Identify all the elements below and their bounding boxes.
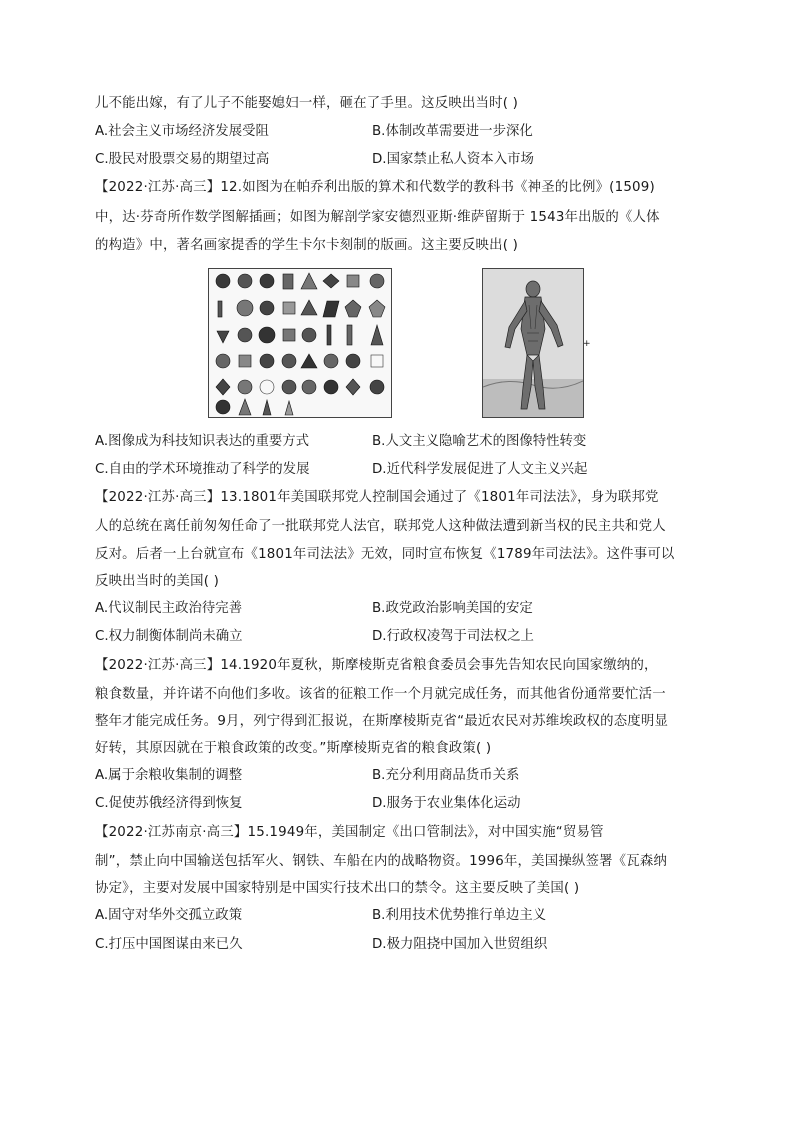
q11-option-b: B.体制改革需要进一步深化 — [372, 124, 533, 139]
q13-option-d: D.行政权凌驾于司法权之上 — [372, 629, 534, 644]
q12-option-d: D.近代科学发展促进了人文主义兴起 — [372, 462, 588, 477]
q15-line-2: 制”，禁止向中国输送包括军火、钢铁、车船在内的战略物资。1996年，美国操纵签署《瓦森纳 — [95, 854, 668, 869]
q14-line-1: 【2022·江苏·高三】14.1920年夏秋，斯摩棱斯克省粮食委员会事先告知农民向国家缴纳的， — [95, 658, 658, 673]
q15-option-b: B.利用技术优势推行单边主义 — [372, 908, 547, 923]
q15-option-a: A.固守对华外交孤立政策 — [95, 908, 243, 923]
q12-option-a: A.图像成为科技知识表达的重要方式 — [95, 434, 310, 449]
q14-line-4: 好转，其原因就在于粮食政策的改变。”斯摩棱斯克省的粮食政策( ) — [95, 741, 492, 756]
q12-option-b: B.人文主义隐喻艺术的图像特性转变 — [372, 434, 587, 449]
q11-tail: 儿不能出嫁，有了儿子不能娶媳妇一样，砸在了手里。这反映出当时( ) — [95, 96, 519, 111]
q13-option-a: A.代议制民主政治待完善 — [95, 601, 243, 616]
q15-option-d: D.极力阻挠中国加入世贸组织 — [372, 937, 548, 952]
q12-line-1: 【2022·江苏·高三】12.如图为在帕乔利出版的算术和代数学的教科书《神圣的比例》(1509) — [95, 180, 655, 195]
anatomy-illustration — [483, 269, 583, 417]
q14-line-3: 整年才能完成任务。9月，列宁得到汇报说，在斯摩棱斯克省“最近农民对苏维埃政权的态度明显 — [95, 714, 669, 729]
q13-line-2: 人的总统在离任前匆匆任命了一批联邦党人法官，联邦党人这种做法遭到新当权的民主共和党人 — [95, 519, 666, 534]
q13-line-4: 反映出当时的美国( ) — [95, 574, 220, 589]
q13-option-c: C.权力制衡体制尚未确立 — [95, 629, 243, 644]
q12-line-2: 中，达·芬奇所作数学图解插画；如图为解剖学家安德烈亚斯·维萨留斯于 1543年出版的《人体 — [95, 210, 660, 225]
q11-option-c: C.股民对股票交易的期望过高 — [95, 152, 270, 167]
q14-option-d: D.服务于农业集体化运动 — [372, 796, 521, 811]
q13-line-3: 反对。后者一上台就宣布《1801年司法法》无效，同时宣布恢复《1789年司法法》。这件事可以 — [95, 547, 675, 562]
q12-option-c: C.自由的学术环境推动了科学的发展 — [95, 462, 310, 477]
q14-option-a: A.属于余粮收集制的调整 — [95, 768, 243, 783]
anatomy-figure — [482, 268, 584, 418]
q14-line-2: 粮食数量，并许诺不向他们多收。该省的征粮工作一个月就完成任务，而其他省份通常要忙活一 — [95, 687, 666, 702]
q14-option-b: B.充分利用商品货币关系 — [372, 768, 520, 783]
q13-option-b: B.政党政治影响美国的安定 — [372, 601, 533, 616]
q12-line-3: 的构造》中，著名画家提香的学生卡尔卡刻制的版画。这主要反映出( ) — [95, 238, 519, 253]
q14-option-c: C.促使苏俄经济得到恢复 — [95, 796, 243, 811]
q11-option-a: A.社会主义市场经济发展受阻 — [95, 124, 269, 139]
polyhedra-illustration — [209, 269, 391, 417]
q13-line-1: 【2022·江苏·高三】13.1801年美国联邦党人控制国会通过了《1801年司法法》，身为联邦党 — [95, 490, 659, 505]
q15-option-c: C.打压中国图谋由来已久 — [95, 937, 243, 952]
figure-marker: + — [583, 339, 591, 349]
polyhedra-figure — [208, 268, 392, 418]
q15-line-3: 协定》，主要对发展中国家特别是中国实行技术出口的禁令。这主要反映了美国( ) — [95, 881, 580, 896]
q15-line-1: 【2022·江苏南京·高三】15.1949年，美国制定《出口管制法》，对中国实施“贸易管 — [95, 825, 604, 840]
q11-option-d: D.国家禁止私人资本入市场 — [372, 152, 534, 167]
